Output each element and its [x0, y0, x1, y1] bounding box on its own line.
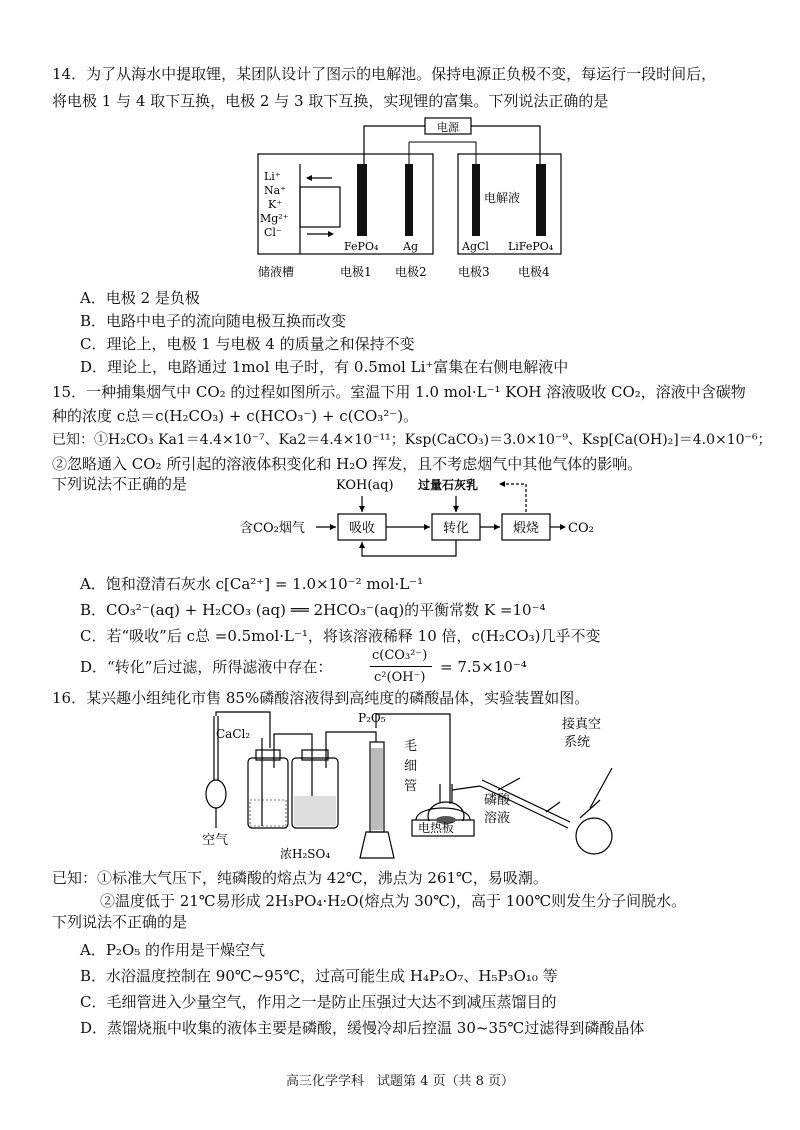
- koh-label: KOH(aq): [336, 478, 394, 493]
- phosphoric-acid-apparatus: [180, 708, 640, 866]
- q15-known-2: ②忽略通入 CO₂ 所引起的溶液体积变化和 H₂O 挥发，且不考虑烟气中其他气体的影响。: [52, 455, 643, 473]
- convert-box: 转化: [442, 521, 470, 536]
- q16-ask: 下列说法不正确的是: [52, 913, 188, 931]
- q15-known-1: 已知：①H₂CO₃ Ka1＝4.4×10⁻⁷、Ka2＝4.4×10⁻¹¹；Ksp(CaCO₃)＝3.0×10⁻⁹、Ksp[Ca(OH)₂]＝4.0×10⁻⁶；: [52, 432, 772, 448]
- capillary-label-3: 管: [404, 779, 418, 794]
- q16-option-d: D．蒸馏烧瓶中收集的液体主要是磷酸，缓慢冷却后控温 30~35℃过滤得到磷酸晶体: [80, 1019, 645, 1037]
- ion-mg: Mg²⁺: [260, 212, 289, 225]
- capillary-label-1: 毛: [404, 739, 418, 754]
- fraction-bar: [370, 666, 432, 667]
- q15-ask: 下列说法不正确的是: [52, 475, 188, 493]
- q16-known-1: 已知：①标准大气压下，纯磷酸的熔点为 42℃，沸点为 261℃，易吸潮。: [52, 869, 548, 887]
- mat-agcl: AgCl: [462, 240, 489, 253]
- q16-option-c: C．毛细管进入少量空气，作用之一是防止压强过大达不到减压蒸馏目的: [80, 993, 557, 1011]
- electrode-1: [357, 164, 367, 236]
- electrode-4: [536, 164, 546, 236]
- electrolyte-label: 电解液: [484, 191, 521, 205]
- q16-known-2: ②温度低于 21℃易形成 2H₃PO₄·H₂O(熔点为 30℃)，高于 100℃则发生分子间脱水。: [100, 892, 687, 910]
- q16-option-a: A．P₂O₅ 的作用是干燥空气: [80, 941, 266, 959]
- mat-fepo4: FePO₄: [344, 240, 379, 253]
- electrode1-label: 电极1: [340, 265, 372, 279]
- electrolysis-cell-figure: [240, 112, 570, 284]
- absorb-box: 吸收: [348, 521, 376, 536]
- fraction-denominator: c²(OH⁻): [374, 670, 426, 685]
- q15-stem-line2: 种的浓度 c总＝c(H₂CO₃) + c(HCO₃⁻) + c(CO₃²⁻)。: [52, 407, 419, 425]
- electrode-3: [472, 164, 480, 236]
- air-label: 空气: [202, 833, 229, 848]
- fraction-value: = 7.5×10⁻⁴: [440, 658, 527, 676]
- flue-gas-label: 含CO₂烟气: [240, 521, 305, 536]
- heater-label: 电热板: [418, 821, 455, 835]
- acid-label-1: 磷酸: [484, 793, 511, 808]
- electrode3-label: 电极3: [458, 265, 490, 279]
- h2so4-label: 浓H₂SO₄: [280, 847, 331, 861]
- q15-option-d: D．“转化”后过滤，所得滤液中存在：: [80, 658, 333, 676]
- ion-li: Li⁺: [264, 170, 281, 183]
- co2-output-label: CO₂: [568, 521, 594, 536]
- mat-ag: Ag: [403, 240, 418, 253]
- electrode2-label: 电极2: [395, 265, 427, 279]
- p2o5-label: P₂O₅: [358, 711, 386, 725]
- q15-option-b: B．CO₃²⁻(aq) + H₂CO₃ (aq) ══ 2HCO₃⁻(aq)的平衡常数 K =10⁻⁴: [80, 601, 546, 619]
- power-label: 电源: [437, 121, 459, 134]
- cacl2-label: CaCl₂: [216, 727, 251, 741]
- q14-option-b: B．电路中电子的流向随电极互换而改变: [80, 312, 347, 330]
- q15-option-c: C．若“吸收”后 c总 =0.5mol·L⁻¹，将该溶液稀释 10 倍，c(H₂CO₃)几乎不变: [80, 627, 601, 645]
- fraction-numerator: c(CO₃²⁻): [372, 648, 428, 663]
- co2-capture-flowchart: [240, 472, 610, 570]
- q14-option-a: A．电极 2 是负极: [80, 289, 200, 307]
- ion-k: K⁺: [268, 198, 283, 211]
- vacuum-label-2: 系统: [564, 735, 591, 750]
- ion-cl: Cl⁻: [264, 226, 282, 239]
- ion-na: Na⁺: [264, 184, 286, 197]
- q14-option-c: C．理论上，电极 1 与电极 4 的质量之和保持不变: [80, 335, 415, 353]
- electrode4-label: 电极4: [518, 265, 550, 279]
- tank-label: 储液槽: [258, 265, 295, 279]
- vacuum-label-1: 接真空: [562, 717, 602, 732]
- q15-stem-line1: 15．一种捕集烟气中 CO₂ 的过程如图所示。室温下用 1.0 mol·L⁻¹ KOH 溶液吸收 CO₂，溶液中含碳物: [52, 383, 746, 401]
- electrode-2: [405, 164, 413, 236]
- mat-lifepo4: LiFePO₄: [508, 240, 554, 253]
- lime-label: 过量石灰乳: [418, 478, 479, 492]
- page-footer: 高三化学学科 试题第 4 页（共 8 页）: [285, 1074, 515, 1089]
- q16-stem: 16．某兴趣小组纯化市售 85%磷酸溶液得到高纯度的磷酸晶体，实验装置如图。: [52, 689, 590, 707]
- q14-stem-line2: 将电极 1 与 4 取下互换，电极 2 与 3 取下互换，实现锂的富集。下列说法正确的是: [52, 92, 609, 110]
- q15-option-a: A．饱和澄清石灰水 c[Ca²⁺] = 1.0×10⁻² mol·L⁻¹: [80, 575, 424, 593]
- acid-label-2: 溶液: [484, 811, 511, 826]
- q14-option-d: D．理论上，电路通过 1mol 电子时，有 0.5mol Li⁺富集在右侧电解液中: [80, 358, 569, 376]
- q16-option-b: B．水浴温度控制在 90℃~95℃，过高可能生成 H₄P₂O₇、H₅P₃O₁₀ 等: [80, 967, 558, 985]
- q14-stem-line1: 14．为了从海水中提取锂，某团队设计了图示的电解池。保持电源正负极不变，每运行一段时间后，: [52, 65, 717, 83]
- calcine-box: 煅烧: [512, 521, 540, 536]
- capillary-label-2: 细: [404, 759, 418, 774]
